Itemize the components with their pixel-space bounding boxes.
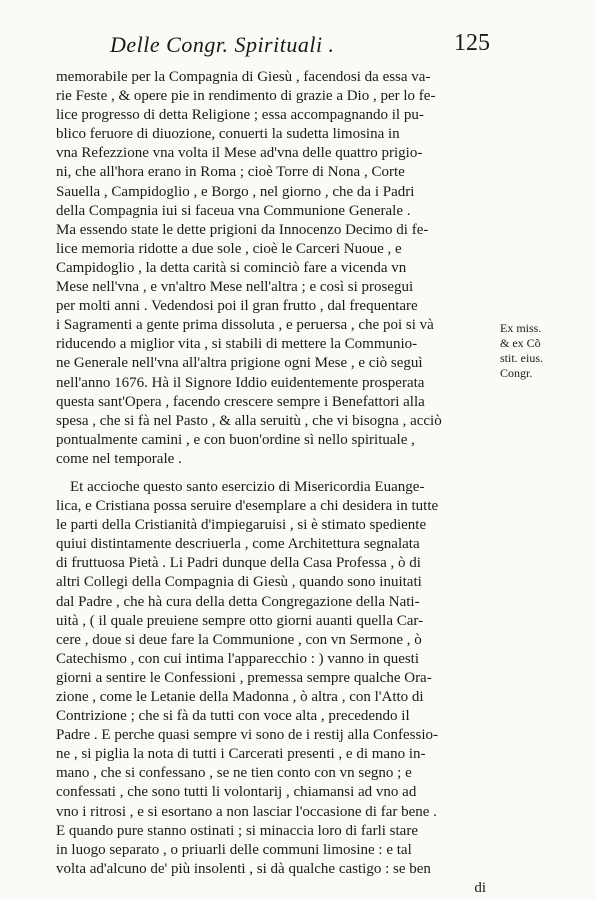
- text-line: altri Collegi della Compagnia di Giesù , quando sono inuitati: [56, 574, 422, 591]
- margin-note-line: Ex miss.: [500, 321, 542, 335]
- text-line: Mese nell'vna , e vn'altro Mese nell'altra ; e così si prosegui: [56, 279, 414, 296]
- text-line: le parti della Cristianità d'impiegaruisi , si è stimato spediente: [56, 517, 427, 534]
- text-line: volta ad'alcuno de' più insolenti , si dà qualche castigo : se ben: [56, 860, 431, 877]
- text-line: confessati , che sono tutti li volontarij , chiamansi ad vno ad: [56, 784, 417, 801]
- text-line: Contrizione ; che si fà da tutti con voce alta , precedendo il: [56, 708, 410, 725]
- text-line: Et accioche questo santo esercizio di Misericordia Euange-: [70, 478, 425, 495]
- text-line: ne , si piglia la nota di tutti i Carcerati presenti , e di mano in-: [56, 746, 426, 763]
- text-line: dal Padre , che hà cura della detta Congregazione della Nati-: [56, 593, 420, 610]
- catchword: di: [474, 879, 486, 896]
- text-line: in luogo separato , o priuarli delle communi limosine : e tal: [56, 841, 412, 858]
- text-line: Catechismo , con cui intima l'apparecchio : ) vanno in questi: [56, 650, 420, 667]
- text-line: lica, e Cristiana possa seruire d'esemplare a chi desidera in tutte: [56, 498, 439, 515]
- text-line: Padre . E perche quasi sempre vi sono de i restij alla Confessio-: [56, 727, 438, 744]
- text-line: della Compagnia iui si faceua vna Communione Generale .: [56, 202, 411, 219]
- main-text: [56, 68, 486, 898]
- paragraph-2: [56, 478, 486, 879]
- text-line: ne Generale nell'vna all'altra prigione ogni Mese , e ciò seguì: [56, 355, 423, 372]
- text-line: questa sant'Opera , facendo crescere sempre i Benefattori alla: [56, 393, 425, 410]
- text-line: nell'anno 1676. Hà il Signore Iddio euidentemente prosperata: [56, 374, 425, 391]
- text-line: per molti anni . Vedendosi poi il gran frutto , dal frequentare: [56, 298, 418, 315]
- text-line: come nel temporale .: [56, 450, 182, 467]
- paragraph-gap: [56, 469, 486, 478]
- text-line: riducendo a miglior vita , si stabili di mettere la Communio-: [56, 336, 418, 353]
- text-line: E quando pure stanno ostinati ; si minaccia loro di farli stare: [56, 822, 418, 839]
- text-line: pontualmente camini , e con buon'ordine sì nello spirituale ,: [56, 431, 415, 448]
- text-line: mano , che si confessano , se ne tien conto con vn segno ; e: [56, 765, 412, 782]
- text-line: vna Refezzione vna volta il Mese ad'vna delle quattro prigio-: [56, 145, 423, 162]
- text-line: Sauella , Campidoglio , e Borgo , nel giorno , che da i Padri: [56, 183, 415, 200]
- text-line: giorni a sentire le Confessioni , premessa sempre qualche Ora-: [56, 669, 432, 686]
- running-header: [110, 28, 490, 62]
- text-line: lice progresso di detta Religione ; essa accompagnando il pu-: [56, 107, 424, 124]
- margin-note-line: stit. eius.: [500, 351, 544, 365]
- page-number: 125: [454, 30, 490, 56]
- text-line: di fruttuosa Pietà . Li Padri dunque della Casa Professa , ò di: [56, 555, 421, 572]
- margin-note-line: & ex Cõ: [500, 336, 541, 350]
- running-title: Delle Congr. Spirituali .: [110, 32, 335, 57]
- text-line: rie Feste , & opere pie in rendimento di grazie a Dio , per lo fe-: [56, 88, 436, 105]
- text-line: cere , doue si deue fare la Communione , con vn Sermone , ò: [56, 631, 422, 648]
- text-line: blico feruore di diuozione, conuerti la sudetta limosina in: [56, 126, 400, 143]
- text-line: Ma essendo state le dette prigioni da Innocenzo Decimo di fe-: [56, 221, 429, 238]
- text-line: quiui distintamente descriuerla , come Architettura segnalata: [56, 536, 420, 553]
- text-line: lice memoria ridotte a due sole , cioè le Carceri Nuoue , e: [56, 240, 402, 257]
- text-line: i Sagramenti a gente prima dissoluta , e peruersa , che poi si và: [56, 317, 434, 334]
- text-line: zione , come le Letanie della Madonna , ò altra , con l'Atto di: [56, 689, 424, 705]
- text-line: ni, che all'hora erano in Roma ; cioè Torre di Nona , Corte: [56, 164, 405, 181]
- margin-note-line: Congr.: [500, 366, 533, 380]
- text-line: spesa , che si fà nel Pasto , & alla seruitù , che vi bisogna , acciò: [56, 412, 442, 429]
- text-line: Campidoglio , la detta carità si cominciò fare a vicenda vn: [56, 259, 407, 276]
- text-line: memorabile per la Compagnia di Giesù , facendosi da essa va-: [56, 69, 431, 85]
- paragraph-1: [56, 68, 486, 469]
- text-line: uità , ( il quale preuiene sempre otto giorni auanti quella Car-: [56, 612, 424, 629]
- margin-note: [500, 321, 586, 381]
- text-line: vno i ritrosi , e si esortano a non lasciar l'occasione di far bene .: [56, 803, 437, 820]
